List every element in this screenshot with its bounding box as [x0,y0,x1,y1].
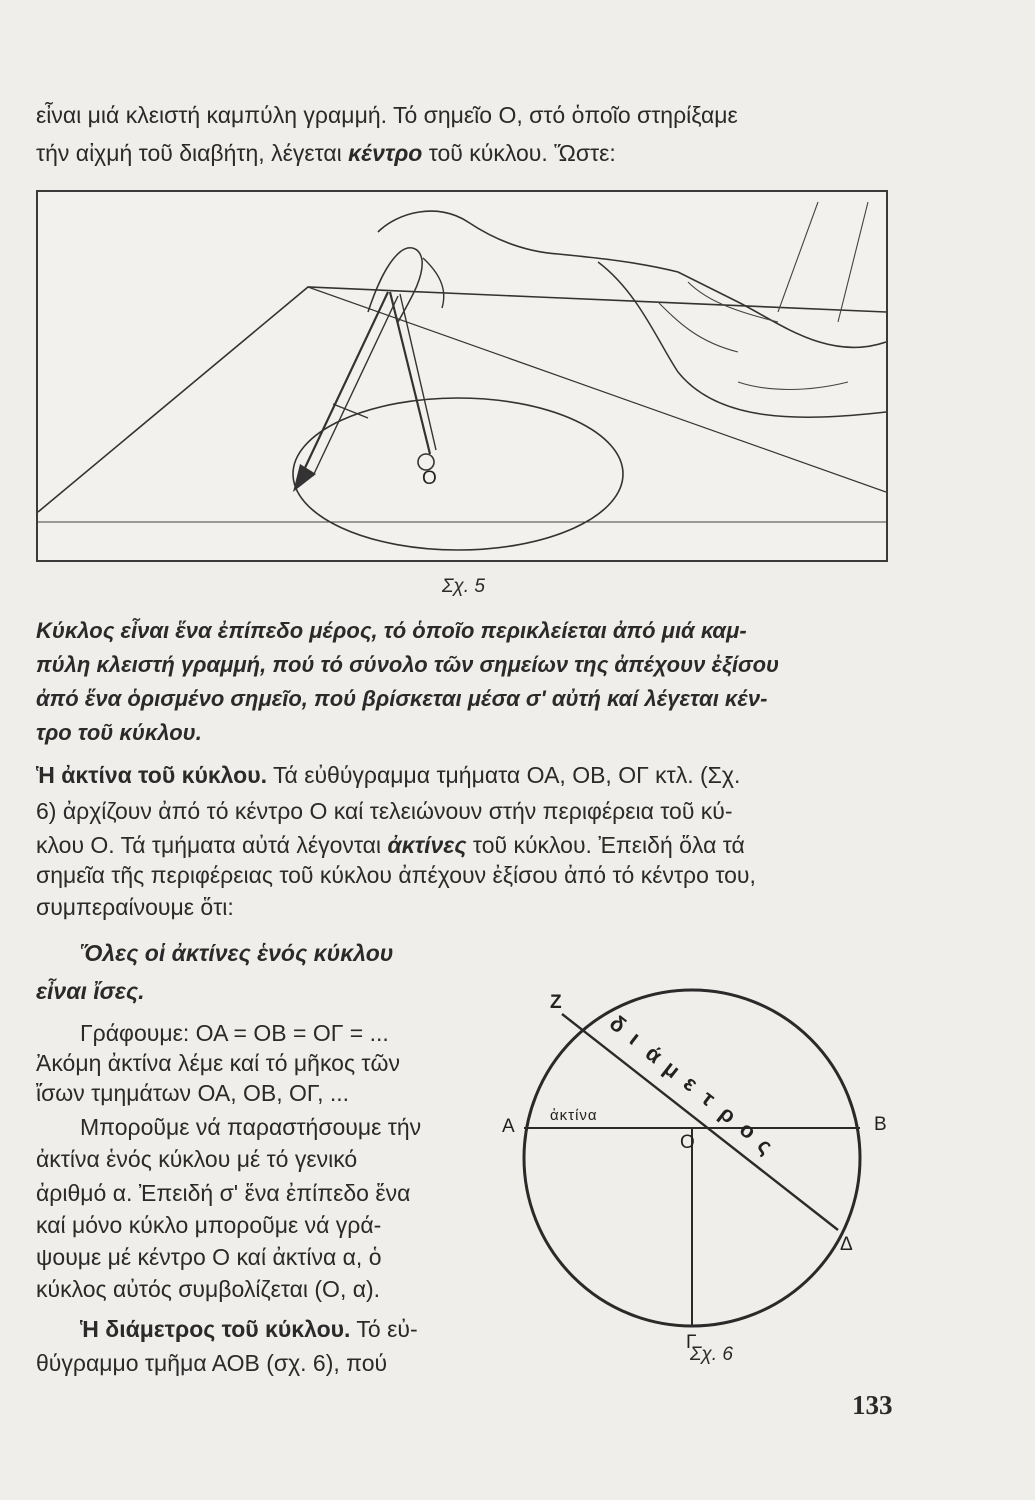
diameter-letter-2: ι [624,1026,646,1050]
intro-term-kentro: κέντρο [348,140,423,166]
left-line-6: ἀριθμό α. Ἐπειδή σ' ἕνα ἐπίπεδο ἕνα [36,1180,411,1206]
figure-6-caption: Σχ. 6 [690,1344,733,1365]
label-O: O [680,1132,695,1153]
radius-term-aktines: ἀκτίνες [387,832,467,858]
label-B: B [874,1114,887,1135]
diameter-letter-5: ε [678,1070,703,1097]
pencil-tip [293,464,316,492]
definition-line-4: τρο τοῦ κύκλου. [36,720,202,745]
intro-line-2 [36,140,616,167]
diameter-letter-7: ρ [714,1100,742,1129]
radius-line-5: συμπεραίνουμε ὅτι: [36,894,234,920]
figure-6-circle-diagram [490,960,900,1380]
left-line-4: Μποροῦμε νά παραστήσουμε τήν [80,1114,422,1140]
cuff-lines [778,202,868,322]
radius-word: ἀκτίνα [550,1107,598,1124]
definition-line-1: Κύκλος εἶναι ἕνα ἐπίπεδο μέρος, τό ὁποῖο περικλείεται ἀπό μιά καμ- [36,618,747,643]
intro-line-1: εἶναι μιά κλειστή καμπύλη γραμμή. Τό σημεῖο Ο, στό ὁποῖο στηρίξαμε [36,102,738,128]
figure-5-center-label: O [422,468,437,489]
definition-line-3: ἀπό ἕνα ὁρισμένο σημεῖο, πού βρίσκεται μέσα σ' αὐτή καί λέγεται κέν- [36,686,768,711]
label-Z: Z [550,992,562,1013]
diameter-letter-6: τ [696,1085,721,1111]
diameter-letter-8: ο [734,1116,761,1145]
radius-line-3-end: τοῦ κύκλου. Ἐπειδή ὅλα τά [466,832,745,858]
diameter-letter-9: ς [752,1132,778,1159]
thumb-outline [423,258,444,308]
diameter-line-2: θύγραμμο τμῆμα ΑΟΒ (σχ. 6), πού [36,1350,388,1376]
diameter-line-1-text: Τό εὐ- [350,1316,418,1342]
radius-line-3-text: κλου Ο. Τά τμήματα αὐτά λέγονται [36,832,388,858]
radius-line-2: 6) ἀρχίζουν ἀπό τό κέντρο Ο καί τελειώνουν στήν περιφέρεια τοῦ κύ- [36,798,733,824]
radius-line-1 [36,762,740,789]
hand-outline [378,211,886,347]
sleeve-folds [658,282,848,390]
compass-pencil-leg [303,292,388,472]
diameter-letter-3: ά [640,1040,667,1069]
diameter-line-1 [80,1316,418,1343]
label-Gamma: Γ [686,1332,697,1353]
left-line-1: Γράφουμε: ΟΑ = ΟΒ = ΟΓ = ... [80,1020,389,1046]
compass-needle-leg-edge [400,294,436,450]
radius-heading: Ἡ ἀκτίνα τοῦ κύκλου. [36,762,268,788]
diameter-heading: Ἡ διάμετρος τοῦ κύκλου. [80,1316,351,1342]
figure-5-illustration [36,190,888,562]
intro-line-2-text: τήν αἰχμή τοῦ διαβήτη, λέγεται [36,140,349,166]
figure-5-caption: Σχ. 5 [442,576,485,597]
left-line-7: καί μόνο κύκλο μποροῦμε νά γρά- [36,1212,382,1238]
intro-line-2-end: τοῦ κύκλου. Ὥστε: [422,140,616,166]
diameter-letter-1: δ [604,1010,631,1039]
left-line-2: Ἀκόμη ἀκτίνα λέμε καί τό μῆκος τῶν [36,1050,400,1076]
definition-line-2: πύλη κλειστή γραμμή, πού τό σύνολο τῶν σημείων της ἀπέχουν ἐξίσου [36,652,780,677]
compass-drawing [38,192,886,560]
paper-edge [38,287,886,512]
left-line-5: ἀκτίνα ἑνός κύκλου μέ τό γενικό [36,1146,358,1172]
radius-line-1-text: Τά εὐθύγραμμα τμήματα ΟΑ, ΟΒ, ΟΓ κτλ. (Σχ. [267,762,741,788]
drawn-circle [293,398,623,550]
radius-line-3 [36,832,745,859]
left-line-8: ψουμε μέ κέντρο Ο καί ἀκτίνα α, ὁ [36,1244,382,1270]
page-number: 133 [852,1390,893,1420]
diameter-ZD [562,1014,838,1230]
compass-pencil-leg-edge [313,296,398,476]
compass-needle-leg [390,292,430,454]
rule-line-1: Ὅλες οἱ ἀκτίνες ἑνός κύκλου [80,940,394,966]
left-line-3: ἴσων τμημάτων ΟΑ, ΟΒ, ΟΓ, ... [36,1080,350,1106]
rule-line-2: εἶναι ἴσες. [36,978,145,1004]
diameter-letter-4: μ [658,1055,685,1084]
sleeve-outline [598,262,886,417]
left-line-9: κύκλος αὐτός συμβολίζεται (Ο, α). [36,1276,381,1302]
radius-line-4: σημεῖα τῆς περιφέρειας τοῦ κύκλου ἀπέχουν ἐξίσου ἀπό τό κέντρο του, [36,862,756,888]
label-Delta: Δ [840,1234,853,1255]
label-A: A [502,1116,515,1137]
